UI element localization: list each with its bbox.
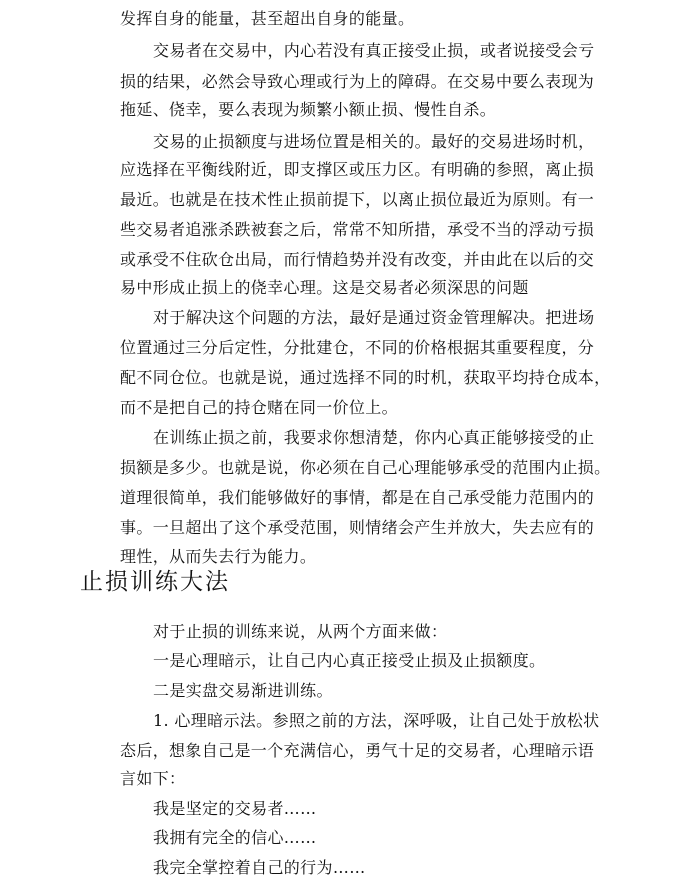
body-line: 态后，想象自己是一个充满信心，勇气十足的交易者，心理暗示语 xyxy=(120,741,595,760)
body-line: 损的结果，必然会导致心理或行为上的障碍。在交易中要么表现为 xyxy=(120,72,595,91)
body-line: 发挥自身的能量，甚至超出自身的能量。 xyxy=(120,9,415,28)
body-line: 应选择在平衡线附近，即支撑区或压力区。有明确的参照，离止损 xyxy=(120,160,595,179)
affirmation-line: 我是坚定的交易者…… xyxy=(153,799,317,818)
body-line: 理性，从而失去行为能力。 xyxy=(120,547,317,566)
paragraph-start-line: 交易者在交易中，内心若没有真正接受止损，或者说接受会亏 xyxy=(153,41,595,60)
body-line: 事。一旦超出了这个承受范围，则情绪会产生并放大，失去应有的 xyxy=(120,518,595,537)
body-line: 易中形成止损上的侥幸心理。这是交易者必须深思的问题 xyxy=(120,278,529,297)
body-line: 拖延、侥幸，要么表现为频繁小额止损、慢性自杀。 xyxy=(120,100,497,119)
body-line: 位置通过三分后定性，分批建仓，不同的价格根据其重要程度，分 xyxy=(120,338,595,357)
paragraph-start-line: 在训练止损之前，我要求你想清楚，你内心真正能够接受的止 xyxy=(153,428,595,447)
body-line: 些交易者追涨杀跌被套之后，常常不知所措，承受不当的浮动亏损 xyxy=(120,220,595,239)
body-line: 道理很简单，我们能够做好的事情，都是在自己承受能力范围内的 xyxy=(120,488,595,507)
paragraph-start-line: 对于止损的训练来说，从两个方面来做： xyxy=(153,622,448,641)
paragraph-start-line: 一是心理暗示，让自己内心真正接受止损及止损额度。 xyxy=(153,651,546,670)
body-line: 最近。也就是在技术性止损前提下，以离止损位最近为原则。有一 xyxy=(120,190,595,209)
affirmation-line: 我拥有完全的信心…… xyxy=(153,828,317,847)
paragraph-start-line: 1. 心理暗示法。参照之前的方法，深呼吸，让自己处于放松状 xyxy=(153,711,600,730)
body-line: 言如下： xyxy=(120,769,186,788)
paragraph-start-line: 二是实盘交易渐进训练。 xyxy=(153,681,333,700)
body-line: 而不是把自己的持仓赌在同一价位上。 xyxy=(120,398,398,417)
paragraph-start-line: 对于解决这个问题的方法，最好是通过资金管理解决。把进场 xyxy=(153,308,595,327)
body-line: 或承受不住砍仓出局，而行情趋势并没有改变，并由此在以后的交 xyxy=(120,250,595,269)
body-line: 配不同仓位。也就是说，通过选择不同的时机，获取平均持仓成本， xyxy=(120,368,611,387)
paragraph-start-line: 交易的止损额度与进场位置是相关的。最好的交易进场时机， xyxy=(153,132,595,151)
section-heading: 止损训练大法 xyxy=(80,569,230,595)
body-line: 损额是多少。也就是说，你必须在自己心理能够承受的范围内止损。 xyxy=(120,458,611,477)
affirmation-line: 我完全掌控着自己的行为…… xyxy=(153,858,366,877)
